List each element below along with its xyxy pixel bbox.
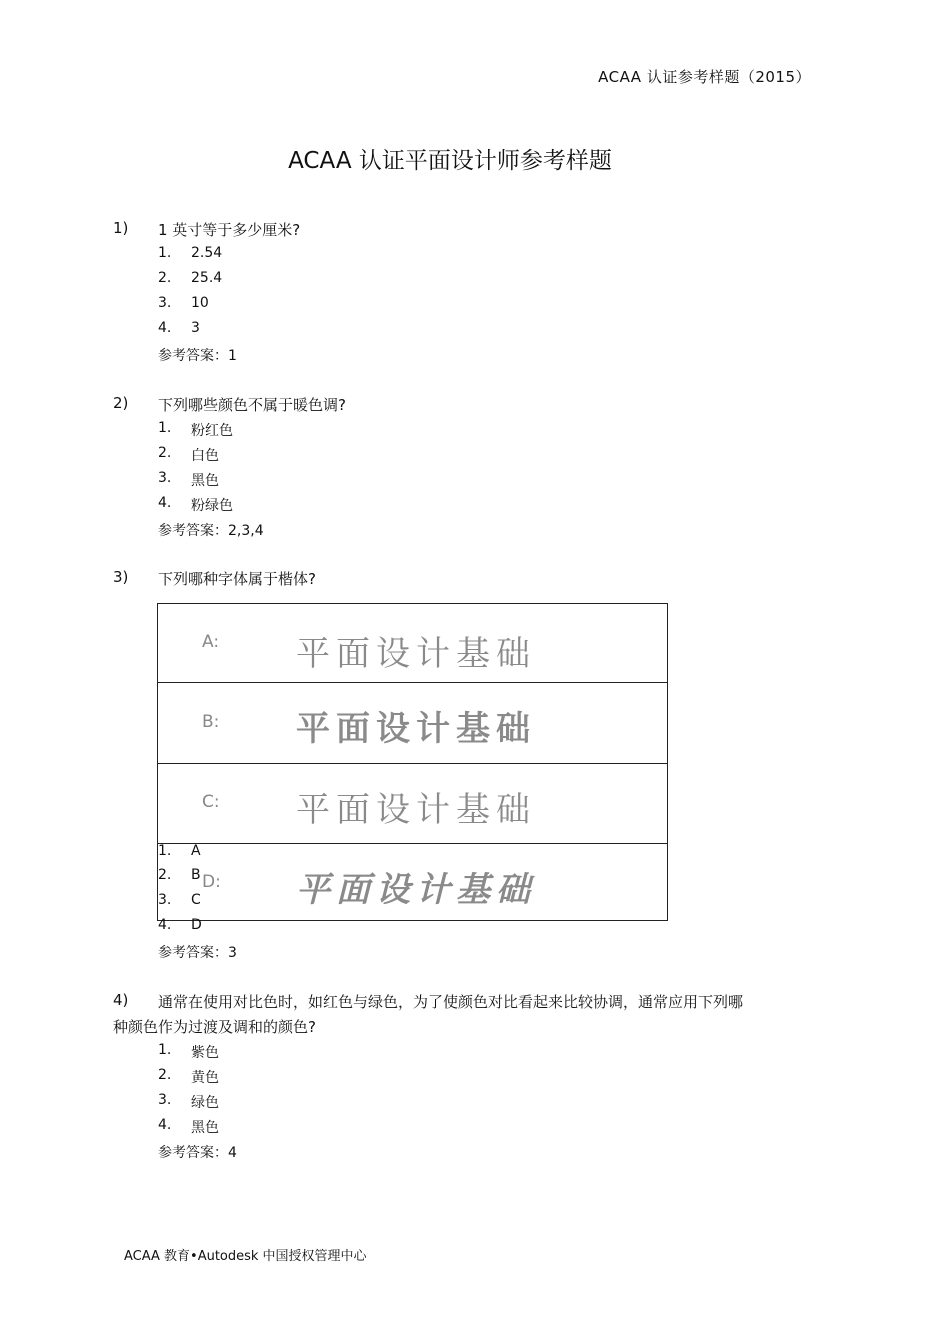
question-4-text-line2: 种颜色作为过渡及调和的颜色? — [113, 1018, 316, 1036]
q3-option-2-number: 2. — [158, 867, 172, 883]
font-sample-row-c — [158, 764, 667, 844]
q4-option-1-number: 1. — [158, 1042, 172, 1058]
q4-option-4-number: 4. — [158, 1117, 172, 1133]
q2-option-4-number: 4. — [158, 495, 172, 511]
question-4-number: 4) — [113, 991, 129, 1009]
q3-option-3-text: C — [191, 892, 201, 908]
font-sample-label: A: — [202, 632, 220, 652]
q1-option-3-number: 3. — [158, 295, 172, 311]
q1-answer: 参考答案：1 — [158, 348, 237, 364]
font-sample-table — [157, 603, 668, 921]
font-sample-row-d — [158, 844, 667, 920]
q3-option-1-number: 1. — [158, 843, 172, 859]
font-sample-label: D: — [202, 872, 221, 892]
q2-option-3-number: 3. — [158, 470, 172, 486]
font-sample-row-b — [158, 683, 667, 764]
font-sample-row-a — [158, 604, 667, 683]
running-header: ACAA 认证参考样题（2015） — [598, 68, 811, 86]
font-sample-label: C: — [202, 792, 220, 812]
question-1-text: 1 英寸等于多少厘米? — [158, 221, 301, 239]
q4-option-4-text: 黑色 — [191, 1120, 219, 1136]
q4-option-2-text: 黄色 — [191, 1070, 219, 1086]
q2-option-2-text: 白色 — [191, 448, 219, 464]
document-title: ACAA 认证平面设计师参考样题 — [288, 148, 612, 174]
question-3-number: 3) — [113, 568, 129, 586]
q2-option-3-text: 黑色 — [191, 473, 219, 489]
q2-option-1-text: 粉红色 — [191, 423, 233, 439]
q1-option-1-number: 1. — [158, 245, 172, 261]
q4-option-1-text: 紫色 — [191, 1045, 219, 1061]
font-sample-text: 平面设计基础 — [296, 870, 536, 910]
question-4-text-line1: 通常在使用对比色时，如红色与绿色，为了使颜色对比看起来比较协调，通常应用下列哪 — [158, 993, 744, 1011]
q1-option-2-text: 25.4 — [191, 270, 223, 286]
question-1-number: 1) — [113, 219, 129, 237]
question-3-text: 下列哪种字体属于楷体? — [158, 570, 316, 588]
font-sample-label: B: — [202, 712, 220, 732]
q3-option-4-number: 4. — [158, 917, 172, 933]
q1-option-1-text: 2.54 — [191, 245, 223, 261]
q3-answer: 参考答案：3 — [158, 945, 237, 961]
q4-option-3-text: 绿色 — [191, 1095, 219, 1111]
q2-answer: 参考答案：2,3,4 — [158, 523, 264, 539]
q4-option-3-number: 3. — [158, 1092, 172, 1108]
q2-option-4-text: 粉绿色 — [191, 498, 233, 514]
q3-option-3-number: 3. — [158, 892, 172, 908]
q2-option-1-number: 1. — [158, 420, 172, 436]
font-sample-text: 平面设计基础 — [296, 634, 536, 674]
q1-option-4-text: 3 — [191, 320, 200, 336]
q3-option-1-text: A — [191, 843, 201, 859]
question-2-number: 2) — [113, 394, 129, 412]
page-footer: ACAA 教育•Autodesk 中国授权管理中心 — [124, 1249, 367, 1264]
q1-option-3-text: 10 — [191, 295, 209, 311]
q3-option-2-text: B — [191, 867, 201, 883]
q3-option-4-text: D — [191, 917, 202, 933]
q1-option-4-number: 4. — [158, 320, 172, 336]
q1-option-2-number: 2. — [158, 270, 172, 286]
font-sample-text: 平面设计基础 — [296, 709, 536, 749]
q2-option-2-number: 2. — [158, 445, 172, 461]
font-sample-text: 平面设计基础 — [296, 792, 536, 829]
q4-answer: 参考答案：4 — [158, 1145, 237, 1161]
q4-option-2-number: 2. — [158, 1067, 172, 1083]
question-2-text: 下列哪些颜色不属于暖色调? — [158, 396, 346, 414]
